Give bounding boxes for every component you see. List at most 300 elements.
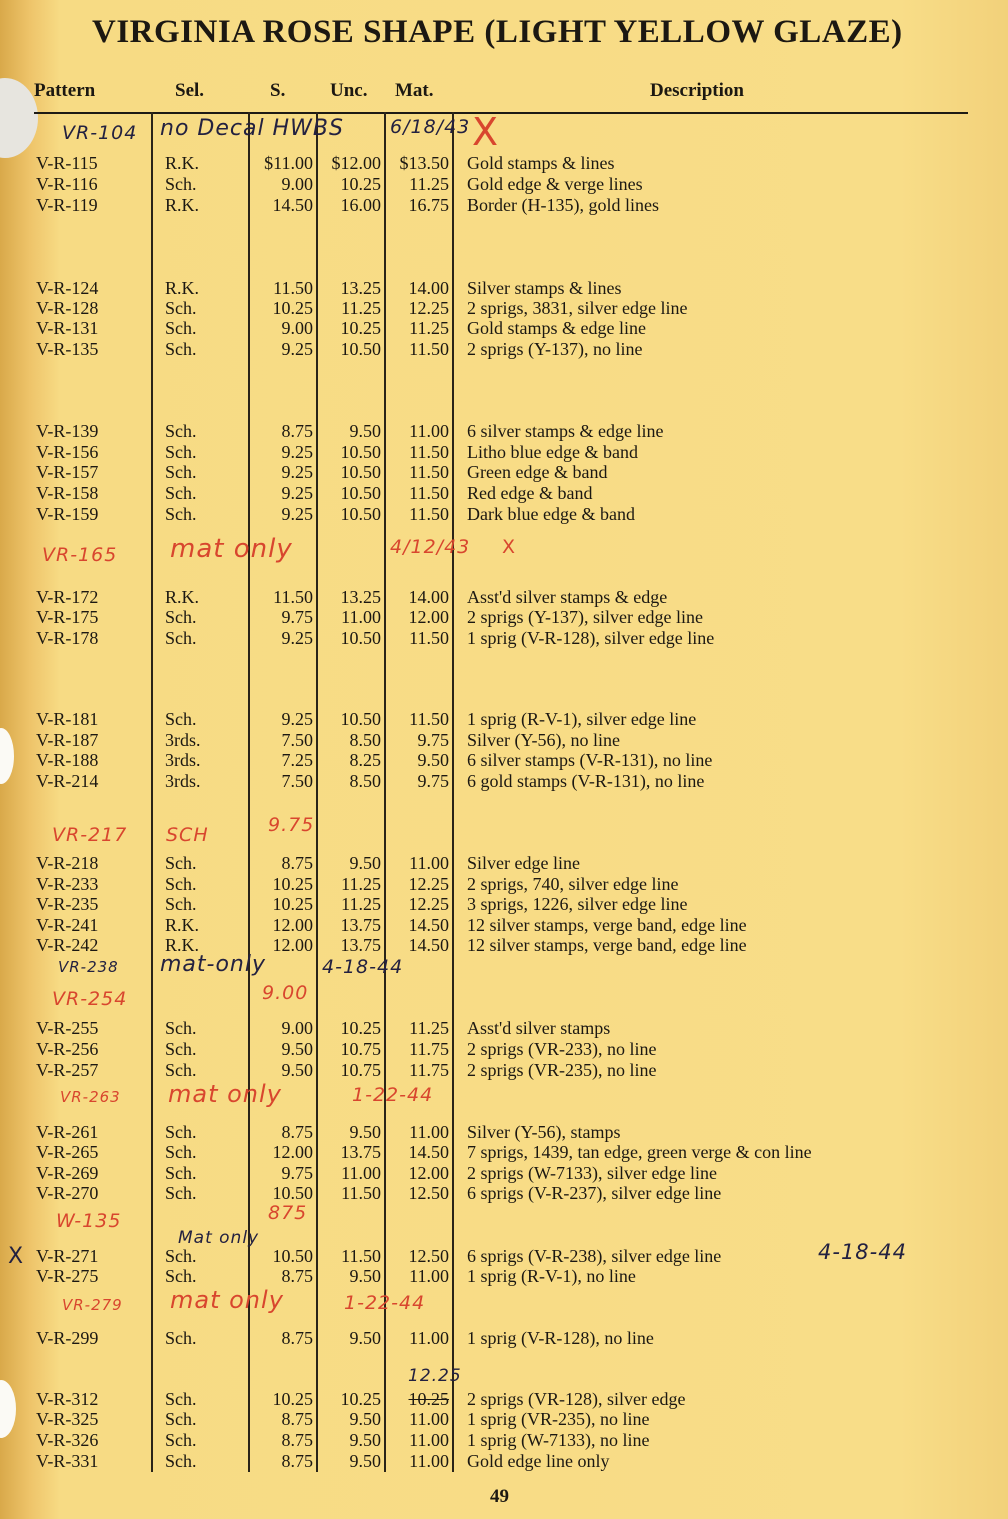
cell-s: 8.75 [281,1328,313,1348]
cell-sel: Sch. [165,1060,197,1080]
cell-pattern: V-R-175 [36,607,99,627]
cell-mat: 11.00 [409,1430,449,1450]
handwritten-pattern-vr279: VR-279 [62,1296,123,1314]
header-rule [34,112,968,114]
cell-mat: 12.00 [408,607,449,627]
cell-desc: Asst'd silver stamps & edge [467,587,668,607]
table-row [0,771,1008,792]
cell-sel: R.K. [165,915,200,935]
handwritten-pattern-vr165: VR-165 [42,544,118,566]
table-row [0,730,1008,751]
cell-sel: Sch. [165,442,197,462]
cell-desc: Gold stamps & lines [467,153,615,173]
cell-s: 12.00 [272,935,313,955]
cell-pattern: V-R-255 [36,1018,99,1038]
cell-pattern: V-R-139 [36,421,99,441]
cell-sel: Sch. [165,339,197,359]
cell-s: 10.50 [272,1246,313,1266]
table-row [0,1163,1008,1184]
cell-desc: Gold edge & verge lines [467,174,643,194]
cell-desc: Dark blue edge & band [467,504,635,524]
cell-unc: 11.25 [341,874,381,894]
cell-s: 14.50 [272,195,313,215]
handwritten-pattern-vr263: VR-263 [60,1088,121,1106]
cell-mat: 12.00 [408,1163,449,1183]
cell-mat: 11.75 [409,1039,449,1059]
table-row [0,1039,1008,1060]
cell-s: $11.00 [264,153,313,173]
cell-sel: R.K. [165,153,200,173]
table-row [0,318,1008,339]
cell-pattern: V-R-188 [36,750,99,770]
cell-pattern: V-R-275 [36,1266,99,1286]
cell-sel: Sch. [165,628,197,648]
cell-mat: 9.75 [417,730,449,750]
cell-mat: 11.00 [409,1451,449,1471]
cell-unc: 13.75 [340,915,381,935]
cell-pattern: V-R-158 [36,483,99,503]
cell-pattern: V-R-270 [36,1183,99,1203]
cell-pattern: V-R-233 [36,874,99,894]
cell-s: 8.75 [281,853,313,873]
cell-desc: Gold stamps & edge line [467,318,646,338]
cell-mat: 10.25 [408,1389,449,1409]
cell-mat: 11.50 [409,628,449,648]
cell-s: 11.50 [273,278,313,298]
cell-sel: R.K. [165,587,200,607]
table-row [0,1430,1008,1451]
cell-pattern: V-R-242 [36,935,99,955]
cell-sel: R.K. [165,195,200,215]
cell-sel: Sch. [165,894,197,914]
cell-pattern: V-R-257 [36,1060,99,1080]
cell-pattern: V-R-157 [36,462,99,482]
cell-mat: 11.00 [409,853,449,873]
cell-unc: 10.75 [340,1060,381,1080]
cell-sel: Sch. [165,709,197,729]
cell-desc: Asst'd silver stamps [467,1018,611,1038]
cell-sel: 3rds. [165,771,201,791]
cell-unc: 10.25 [340,1018,381,1038]
cell-pattern: V-R-235 [36,894,99,914]
cell-unc: 9.50 [349,1328,381,1348]
cell-s: 10.25 [272,298,313,318]
cell-s: 9.25 [281,504,313,524]
table-row [0,750,1008,771]
table-row [0,421,1008,442]
cell-sel: Sch. [165,1122,197,1142]
table-row [0,1142,1008,1163]
cell-pattern: V-R-172 [36,587,99,607]
cell-pattern: V-R-331 [36,1451,99,1471]
handwritten-pattern-w135: W-135 [56,1210,122,1232]
cell-sel: Sch. [165,1018,197,1038]
cell-desc: 1 sprig (W-7133), no line [467,1430,650,1450]
page-number: 49 [490,1486,509,1507]
cell-mat: 12.50 [408,1246,449,1266]
cell-sel: Sch. [165,1039,197,1059]
cell-unc: 10.25 [340,318,381,338]
cell-mat: 11.00 [409,1328,449,1348]
cell-sel: Sch. [165,1266,197,1286]
header-description: Description [650,80,744,101]
header-pattern: Pattern [34,80,96,101]
table-row [0,709,1008,730]
table-row [0,1018,1008,1039]
cell-desc: 6 sprigs (V-R-237), silver edge line [467,1183,722,1203]
table-row [0,483,1008,504]
cell-sel: Sch. [165,298,197,318]
cell-unc: 9.50 [349,1409,381,1429]
cell-pattern: V-R-178 [36,628,99,648]
cell-desc: 1 sprig (R-V-1), no line [467,1266,636,1286]
table-row [0,1328,1008,1349]
cell-mat: 11.00 [409,1409,449,1429]
cell-desc: Red edge & band [467,483,593,503]
cell-mat: 11.50 [409,504,449,524]
cell-s: 8.75 [281,1430,313,1450]
table-row [0,1389,1008,1410]
cell-unc: 16.00 [340,195,381,215]
cell-mat: 11.00 [409,1122,449,1142]
cell-unc: 9.50 [349,1266,381,1286]
cell-sel: Sch. [165,853,197,873]
cell-desc: 1 sprig (V-R-128), silver edge line [467,628,715,648]
cell-sel: Sch. [165,1163,197,1183]
handwritten-date-vr104: 6/18/43 [390,116,471,138]
table-row [0,874,1008,895]
table-row [0,1122,1008,1143]
cell-desc: 3 sprigs, 1226, silver edge line [467,894,688,914]
cell-s: 9.25 [281,628,313,648]
cell-sel: Sch. [165,1246,197,1266]
cell-desc: 1 sprig (VR-235), no line [467,1409,650,1429]
cell-pattern: V-R-325 [36,1409,99,1429]
table-row [0,298,1008,319]
cell-mat: 14.00 [408,278,449,298]
table-row [0,894,1008,915]
cell-mat: 11.75 [409,1060,449,1080]
handwritten-note-mat-only-238: mat-only [160,952,267,977]
cell-unc: 11.50 [341,1183,381,1203]
cell-unc: 13.75 [340,935,381,955]
handwritten-price-vr312: 12.25 [408,1366,462,1386]
handwritten-sel-vr217: SCH [166,824,209,846]
cell-unc: 13.25 [340,278,381,298]
cell-unc: 11.50 [341,1246,381,1266]
cell-pattern: V-R-119 [36,195,98,215]
cell-mat: 12.25 [408,298,449,318]
cell-pattern: V-R-156 [36,442,99,462]
table-row [0,587,1008,608]
cell-desc: 2 sprigs (Y-137), no line [467,339,643,359]
cell-mat: 11.50 [409,462,449,482]
cell-s: 9.00 [281,318,313,338]
cell-s: 11.50 [273,587,313,607]
handwritten-note-mat-only-165: mat only [170,534,293,564]
cell-pattern: V-R-241 [36,915,99,935]
cell-s: 9.50 [281,1060,313,1080]
handwritten-date-vr263: 1-22-44 [352,1084,434,1106]
cell-pattern: V-R-159 [36,504,99,524]
table-row [0,628,1008,649]
cell-mat: 11.25 [409,1018,449,1038]
cell-s: 7.50 [281,771,313,791]
cell-sel: Sch. [165,1183,197,1203]
table-row [0,915,1008,936]
handwritten-pattern-vr104: VR-104 [62,122,138,144]
cell-desc: 7 sprigs, 1439, tan edge, green verge & con line [467,1142,812,1162]
table-row [0,278,1008,299]
cell-s: 7.25 [281,750,313,770]
cell-sel: Sch. [165,1430,197,1450]
handwritten-price-w135: 875 [268,1202,308,1224]
cell-desc: Silver (Y-56), no line [467,730,620,750]
cell-desc: Silver edge line [467,853,580,873]
cell-mat: 14.50 [408,1142,449,1162]
cell-unc: 10.50 [340,504,381,524]
cell-mat: 11.50 [409,339,449,359]
cell-mat: 11.00 [409,1266,449,1286]
table-row [0,442,1008,463]
cell-desc: 12 silver stamps, verge band, edge line [467,935,747,955]
cell-desc: 2 sprigs (W-7133), silver edge line [467,1163,717,1183]
cell-mat: 11.00 [409,421,449,441]
red-cross-mark-vr165: X [502,536,517,558]
binder-hole-top [0,78,38,158]
cell-s: 8.75 [281,1266,313,1286]
cell-sel: Sch. [165,421,197,441]
handwritten-pattern-vr217: VR-217 [52,824,128,846]
header-unc: Unc. [330,80,368,101]
cell-sel: Sch. [165,1409,197,1429]
cell-sel: Sch. [165,874,197,894]
cell-s: 10.25 [272,874,313,894]
cell-desc: 2 sprigs (VR-128), silver edge [467,1389,686,1409]
header-mat: Mat. [395,80,434,101]
cell-sel: Sch. [165,607,197,627]
cell-s: 9.25 [281,339,313,359]
table-row [0,462,1008,483]
cell-pattern: V-R-135 [36,339,99,359]
cell-sel: Sch. [165,1142,197,1162]
cell-s: 9.25 [281,483,313,503]
cell-sel: Sch. [165,174,197,194]
cell-mat: 14.50 [408,935,449,955]
cell-pattern: V-R-115 [36,153,98,173]
cell-sel: Sch. [165,483,197,503]
cell-desc: 2 sprigs, 740, silver edge line [467,874,679,894]
cell-desc: 2 sprigs (VR-235), no line [467,1060,657,1080]
cell-sel: Sch. [165,462,197,482]
cell-mat: 16.75 [408,195,449,215]
handwritten-price-vr217: 9.75 [268,814,315,836]
cell-pattern: V-R-269 [36,1163,99,1183]
cell-pattern: V-R-256 [36,1039,99,1059]
cell-sel: R.K. [165,935,200,955]
cell-mat: 14.00 [408,587,449,607]
cell-s: 9.75 [281,1163,313,1183]
cell-mat: 11.50 [409,483,449,503]
cell-s: 8.75 [281,1451,313,1471]
cell-unc: $12.00 [331,153,381,173]
cell-sel: 3rds. [165,730,201,750]
page-title: VIRGINIA ROSE SHAPE (LIGHT YELLOW GLAZE) [92,14,903,50]
cell-unc: 10.50 [340,442,381,462]
cell-mat: 9.75 [417,771,449,791]
cell-pattern: V-R-312 [36,1389,99,1409]
table-row [0,1451,1008,1472]
table-row [0,1183,1008,1204]
cell-unc: 10.50 [340,628,381,648]
cell-pattern: V-R-116 [36,174,98,194]
table-row [0,935,1008,956]
handwritten-date-vr279: 1-22-44 [344,1292,426,1314]
cell-desc: 1 sprig (V-R-128), no line [467,1328,654,1348]
cell-pattern: V-R-218 [36,853,99,873]
cell-mat: 11.50 [409,442,449,462]
cell-unc: 10.25 [340,174,381,194]
cell-s: 9.00 [281,174,313,194]
handwritten-note-mat-only-279: mat only [170,1286,284,1314]
cell-sel: Sch. [165,1328,197,1348]
cell-sel: Sch. [165,1451,197,1471]
red-cross-mark-vr104: X [472,110,500,154]
cell-unc: 9.50 [349,1430,381,1450]
cell-desc: 1 sprig (R-V-1), silver edge line [467,709,697,729]
cell-desc: Border (H-135), gold lines [467,195,659,215]
cell-s: 12.00 [272,1142,313,1162]
cell-s: 8.75 [281,1122,313,1142]
cell-pattern: V-R-271 [36,1246,99,1266]
cell-mat: 11.25 [409,174,449,194]
cell-desc: 6 gold stamps (V-R-131), no line [467,771,705,791]
table-row [0,1266,1008,1287]
handwritten-pattern-vr238: VR-238 [58,958,119,976]
cell-unc: 10.25 [340,1389,381,1409]
table-row [0,153,1008,174]
table-row [0,607,1008,628]
cell-desc: 6 silver stamps (V-R-131), no line [467,750,713,770]
cell-s: 9.25 [281,442,313,462]
cross-mark-vr271: X [8,1244,25,1269]
cell-unc: 10.50 [340,483,381,503]
cell-unc: 10.50 [340,462,381,482]
cell-s: 9.25 [281,709,313,729]
cell-sel: Sch. [165,504,197,524]
header-sel: Sel. [175,80,205,101]
cell-s: 7.50 [281,730,313,750]
cell-desc: 12 silver stamps, verge band, edge line [467,915,747,935]
cell-pattern: V-R-124 [36,278,99,298]
cell-s: 9.50 [281,1039,313,1059]
cell-unc: 9.50 [349,421,381,441]
cell-mat: 11.50 [409,709,449,729]
cell-unc: 9.50 [349,1122,381,1142]
handwritten-pattern-vr254: VR-254 [52,988,128,1010]
handwritten-date-vr165: 4/12/43 [390,536,471,558]
cell-pattern: V-R-214 [36,771,99,791]
cell-unc: 9.50 [349,1451,381,1471]
cell-mat: 12.25 [408,894,449,914]
handwritten-date-vr238: 4-18-44 [322,956,404,978]
cell-pattern: V-R-187 [36,730,99,750]
table-row [0,195,1008,216]
cell-sel: R.K. [165,278,200,298]
cell-desc: 2 sprigs, 3831, silver edge line [467,298,688,318]
handwritten-note-mat-only-263: mat only [168,1080,282,1108]
cell-unc: 13.75 [340,1142,381,1162]
table-row [0,504,1008,525]
cell-s: 9.00 [281,1018,313,1038]
cell-unc: 9.50 [349,853,381,873]
cell-desc: 6 sprigs (V-R-238), silver edge line [467,1246,722,1266]
cell-desc: 2 sprigs (VR-233), no line [467,1039,657,1059]
cell-mat: 11.25 [409,318,449,338]
cell-unc: 11.00 [341,607,381,627]
handwritten-note-no-decal: no Decal HWBS [160,116,344,141]
cell-s: 8.75 [281,421,313,441]
header-s: S. [270,80,286,101]
cell-unc: 8.50 [349,771,381,791]
handwritten-price-vr254: 9.00 [262,982,309,1004]
cell-unc: 10.75 [340,1039,381,1059]
cell-mat: 9.50 [417,750,449,770]
handwritten-date-vr271: 4-18-44 [818,1240,907,1264]
cell-sel: Sch. [165,1389,197,1409]
cell-desc: Litho blue edge & band [467,442,638,462]
table-row [0,1060,1008,1081]
cell-unc: 8.50 [349,730,381,750]
cell-desc: 6 silver stamps & edge line [467,421,664,441]
cell-pattern: V-R-131 [36,318,99,338]
cell-unc: 8.25 [349,750,381,770]
cell-s: 10.50 [272,1183,313,1203]
cell-desc: Gold edge line only [467,1451,610,1471]
cell-sel: 3rds. [165,750,201,770]
cell-s: 8.75 [281,1409,313,1429]
cell-pattern: V-R-326 [36,1430,99,1450]
cell-unc: 10.50 [340,709,381,729]
cell-s: 9.75 [281,607,313,627]
cell-pattern: V-R-265 [36,1142,99,1162]
cell-s: 10.25 [272,894,313,914]
cell-desc: Silver stamps & lines [467,278,622,298]
cell-pattern: V-R-261 [36,1122,99,1142]
cell-mat: 12.25 [408,874,449,894]
cell-unc: 11.00 [341,1163,381,1183]
cell-mat: 12.50 [408,1183,449,1203]
cell-desc: 2 sprigs (Y-137), silver edge line [467,607,703,627]
cell-unc: 11.25 [341,298,381,318]
cell-unc: 11.25 [341,894,381,914]
cell-mat: 14.50 [408,915,449,935]
cell-s: 10.25 [272,1389,313,1409]
table-row [0,1409,1008,1430]
cell-pattern: V-R-299 [36,1328,99,1348]
table-row [0,853,1008,874]
handwritten-note-mat-only-271: Mat only [178,1228,260,1248]
cell-mat: $13.50 [399,153,449,173]
cell-unc: 10.50 [340,339,381,359]
table-row [0,174,1008,195]
cell-pattern: V-R-181 [36,709,99,729]
cell-desc: Silver (Y-56), stamps [467,1122,621,1142]
table-row [0,339,1008,360]
cell-unc: 13.25 [340,587,381,607]
cell-s: 9.25 [281,462,313,482]
cell-pattern: V-R-128 [36,298,99,318]
